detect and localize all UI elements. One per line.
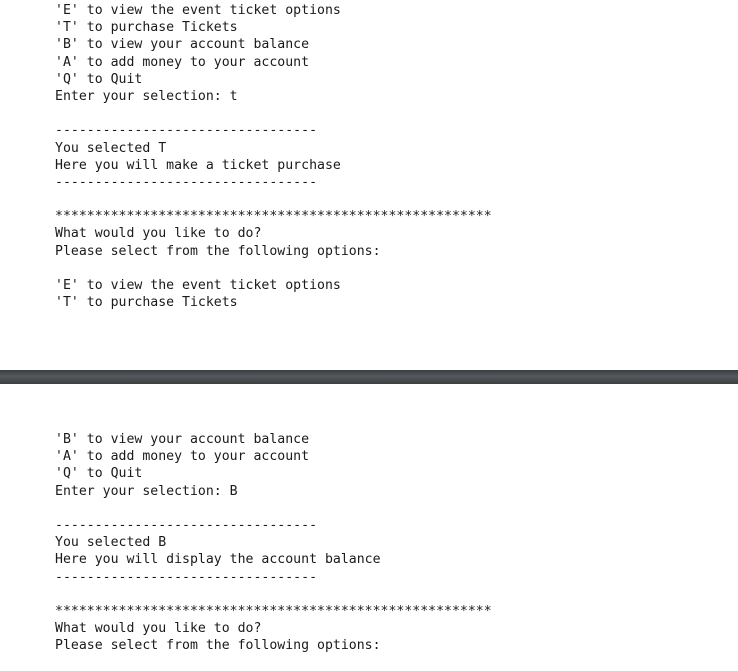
menu-option-q: 'Q' to Quit (55, 71, 143, 87)
console-output-bottom (0, 384, 738, 671)
blank-line (55, 260, 492, 277)
selection-echo: You selected B (55, 535, 167, 551)
dash-separator: --------------------------------- (55, 517, 318, 533)
menu-option-t: 'T' to purchase Tickets (55, 295, 238, 311)
dash-separator: --------------------------------- (55, 569, 318, 585)
console-lines-bottom (55, 431, 492, 654)
menu-option-b: 'B' to view your account balance (55, 432, 310, 447)
selection-prompt: Enter your selection: B (55, 483, 238, 499)
blank-line (55, 500, 492, 517)
menu-option-b: 'B' to view your account balance (55, 37, 310, 53)
menu-option-q: 'Q' to Quit (55, 466, 143, 482)
menu-option-a: 'A' to add money to your account (55, 54, 310, 70)
menu-option-e: 'E' to view the event ticket options (55, 3, 341, 18)
selection-description: Here you will display the account balance (55, 552, 381, 568)
menu-option-a: 'A' to add money to your account (55, 449, 310, 465)
star-separator: ******************************************************* (55, 603, 492, 619)
blank-line (55, 191, 492, 208)
blank-line (55, 586, 492, 603)
menu-instruction: Please select from the following options: (55, 638, 381, 654)
menu-instruction: Please select from the following options: (55, 243, 381, 259)
menu-option-t: 'T' to purchase Tickets (55, 20, 238, 36)
star-separator: ******************************************************* (55, 209, 492, 225)
selection-echo: You selected T (55, 140, 167, 156)
blank-line (55, 105, 492, 122)
selection-description: Here you will make a ticket purchase (55, 157, 341, 173)
dash-separator: --------------------------------- (55, 123, 318, 139)
dash-separator: --------------------------------- (55, 174, 318, 190)
menu-option-e: 'E' to view the event ticket options (55, 278, 341, 293)
selection-prompt: Enter your selection: t (55, 88, 238, 104)
console-lines-top (55, 2, 492, 311)
menu-question: What would you like to do? (55, 621, 262, 637)
screenshot-divider (0, 370, 738, 384)
menu-question: What would you like to do? (55, 226, 262, 242)
